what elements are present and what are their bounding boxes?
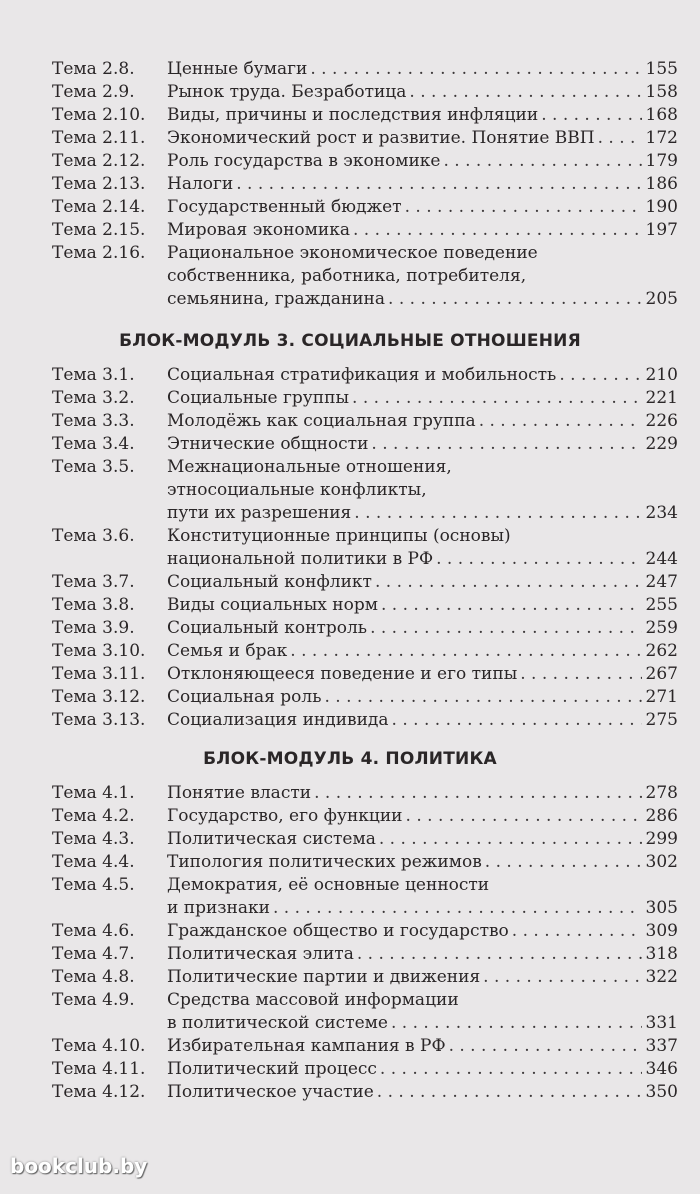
- toc-entry-number: Тема 4.11.: [52, 1059, 146, 1079]
- toc-entry-line: [167, 571, 678, 594]
- dot-leader: [389, 709, 642, 732]
- toc-entry-title: Социальный контроль: [167, 618, 368, 638]
- toc-entry-line: [167, 127, 678, 150]
- dot-leader: [367, 617, 641, 640]
- toc-entry-title: Политическая элита: [167, 944, 354, 964]
- toc-page-number: 259: [645, 618, 678, 638]
- toc-entry-title: Конституционные принципы (основы): [167, 526, 511, 546]
- toc-entry-number: Тема 4.12.: [52, 1082, 146, 1102]
- dot-leader: [233, 173, 641, 196]
- toc-entry-line: [167, 640, 678, 663]
- dot-leader: [388, 1012, 642, 1035]
- toc-page-number: 302: [645, 852, 678, 872]
- toc-entry: [52, 617, 678, 640]
- dot-leader: [378, 594, 642, 617]
- toc-entry-body: [167, 364, 678, 387]
- toc-entry-title: Молодёжь как социальная группа: [167, 411, 476, 431]
- toc-entry-line: [167, 242, 678, 265]
- toc-entry-body: [167, 571, 678, 594]
- dot-leader: [354, 943, 642, 966]
- dot-leader: [556, 364, 641, 387]
- toc-entry-line: [167, 851, 678, 874]
- dot-leader: [351, 502, 641, 525]
- toc-entry-title: Типология политических режимов: [167, 852, 482, 872]
- toc-entry-body: [167, 387, 678, 410]
- dot-leader: [350, 219, 642, 242]
- toc-page-number: 205: [645, 289, 678, 309]
- toc-entry-number: Тема 3.13.: [52, 710, 146, 730]
- toc-entry-title: Ценные бумаги: [167, 59, 308, 79]
- toc-entry: [52, 433, 678, 456]
- toc-entry-line: [167, 1012, 678, 1035]
- toc-page-number: 305: [645, 898, 678, 918]
- toc-entry-body: [167, 686, 678, 709]
- toc-entry-number: Тема 4.3.: [52, 829, 135, 849]
- toc-entry-number: Тема 2.14.: [52, 197, 146, 217]
- toc-entry-body: [167, 1058, 678, 1081]
- toc-entry-number: Тема 2.15.: [52, 220, 146, 240]
- toc-entry-title: Мировая экономика: [167, 220, 350, 240]
- toc-entry-line: [167, 663, 678, 686]
- watermark-logo: bookclub.by: [10, 1154, 148, 1178]
- dot-leader: [480, 966, 641, 989]
- toc-page-number: 331: [645, 1013, 678, 1033]
- toc-entry-body: [167, 805, 678, 828]
- toc-entry: [52, 456, 678, 525]
- toc-entry-title: Социальная роль: [167, 687, 322, 707]
- toc-entry: [52, 966, 678, 989]
- toc-entry: [52, 150, 678, 173]
- toc-entry-title: Социальный конфликт: [167, 572, 372, 592]
- toc-entry-line: [167, 686, 678, 709]
- toc-entry: [52, 410, 678, 433]
- dot-leader: [402, 196, 642, 219]
- toc-entry-body: [167, 640, 678, 663]
- toc-entry-number: Тема 3.6.: [52, 526, 135, 546]
- toc-entry-title: национальной политики в РФ: [167, 549, 434, 569]
- toc-entry-line: [167, 265, 678, 288]
- toc-entry-body: [167, 410, 678, 433]
- dot-leader: [403, 805, 642, 828]
- toc-entry-title: Рынок труда. Безработица: [167, 82, 407, 102]
- toc-entry-number: Тема 4.2.: [52, 806, 135, 826]
- toc-entry-title: Налоги: [167, 174, 234, 194]
- toc-entry-number: Тема 4.10.: [52, 1036, 146, 1056]
- toc-entry-title: Социализация индивида: [167, 710, 389, 730]
- dot-leader: [385, 288, 642, 311]
- toc-block-economy: [52, 58, 678, 311]
- toc-entry-line: [167, 364, 678, 387]
- toc-entry: [52, 782, 678, 805]
- toc-entry-title: Виды, причины и последствия инфляции: [167, 105, 539, 125]
- toc-entry-title: Семья и брак: [167, 641, 288, 661]
- toc-entry-line: [167, 1058, 678, 1081]
- toc-entry-body: [167, 617, 678, 640]
- toc-page-number: 255: [645, 595, 678, 615]
- toc-entry: [52, 81, 678, 104]
- toc-entry-body: [167, 663, 678, 686]
- toc-entry-line: [167, 387, 678, 410]
- toc-page-number: 318: [645, 944, 678, 964]
- toc-entry: [52, 196, 678, 219]
- toc-entry: [52, 594, 678, 617]
- toc-page-number: 322: [645, 967, 678, 987]
- dot-leader: [509, 920, 642, 943]
- toc-page-number: 197: [645, 220, 678, 240]
- toc-entry-body: [167, 989, 678, 1035]
- toc-entry-number: Тема 4.5.: [52, 875, 135, 895]
- dot-leader: [374, 1081, 642, 1104]
- toc-entry: [52, 640, 678, 663]
- toc-entry-number: Тема 3.10.: [52, 641, 146, 661]
- dot-leader: [377, 1058, 642, 1081]
- toc-page-number: 190: [645, 197, 678, 217]
- toc-entry: [52, 709, 678, 732]
- toc-page-number: 210: [645, 365, 678, 385]
- dot-leader: [372, 571, 642, 594]
- toc-page-number: 244: [645, 549, 678, 569]
- toc-entry-number: Тема 2.12.: [52, 151, 146, 171]
- toc-entry-number: Тема 2.11.: [52, 128, 146, 148]
- toc-page-number: 226: [645, 411, 678, 431]
- toc-entry-line: [167, 920, 678, 943]
- toc-page-number: 229: [645, 434, 678, 454]
- toc-entry-line: [167, 989, 678, 1012]
- dot-leader: [517, 663, 641, 686]
- toc-entry-line: [167, 502, 678, 525]
- toc-entry: [52, 571, 678, 594]
- toc-entry-title: Виды социальных норм: [167, 595, 378, 615]
- toc-entry-line: [167, 943, 678, 966]
- dot-leader: [270, 897, 642, 920]
- toc-entry-body: [167, 828, 678, 851]
- toc-entry-body: [167, 594, 678, 617]
- toc-entry-title: собственника, работника, потребителя,: [167, 266, 527, 286]
- toc-entry-line: [167, 709, 678, 732]
- toc-entry-title: Политическое участие: [167, 1082, 374, 1102]
- toc-entry-title: Гражданское общество и государство: [167, 921, 509, 941]
- toc-page-number: 271: [645, 687, 678, 707]
- toc-entry-line: [167, 617, 678, 640]
- toc-entry-body: [167, 1081, 678, 1104]
- toc-entry-line: [167, 828, 678, 851]
- toc-entry-title: в политической системе: [167, 1013, 388, 1033]
- toc-entry-line: [167, 433, 678, 456]
- toc-entry-number: Тема 2.9.: [52, 82, 135, 102]
- toc-entry-number: Тема 3.1.: [52, 365, 135, 385]
- toc-entry-title: Роль государства в экономике: [167, 151, 441, 171]
- toc-entry-line: [167, 288, 678, 311]
- toc-page-number: 179: [645, 151, 678, 171]
- toc-entry-body: [167, 81, 678, 104]
- toc-entry-body: [167, 150, 678, 173]
- toc-entry: [52, 686, 678, 709]
- toc-entry-title: пути их разрешения: [167, 503, 352, 523]
- toc-entry-body: [167, 219, 678, 242]
- toc-page-number: 172: [645, 128, 678, 148]
- toc-entry-line: [167, 456, 678, 479]
- toc-entry-number: Тема 3.5.: [52, 457, 135, 477]
- dot-leader: [482, 851, 642, 874]
- toc-entry-line: [167, 805, 678, 828]
- toc-entry-number: Тема 4.1.: [52, 783, 135, 803]
- toc-entry-body: [167, 456, 678, 525]
- toc-entry-line: [167, 173, 678, 196]
- toc-entry-line: [167, 897, 678, 920]
- dot-leader: [287, 640, 641, 663]
- toc-page-number: 155: [645, 59, 678, 79]
- toc-page-number: 286: [645, 806, 678, 826]
- dot-leader: [311, 782, 641, 805]
- toc-entry-body: [167, 943, 678, 966]
- toc-entry-number: Тема 4.6.: [52, 921, 135, 941]
- toc-entry-title: Межнациональные отношения,: [167, 457, 452, 477]
- toc-entry-line: [167, 81, 678, 104]
- toc-page-number: 267: [645, 664, 678, 684]
- toc-page-number: 186: [645, 174, 678, 194]
- toc-entry-title: Понятие власти: [167, 783, 312, 803]
- toc-entry-body: [167, 709, 678, 732]
- toc-page-number: 337: [645, 1036, 678, 1056]
- toc-entry: [52, 1058, 678, 1081]
- toc-entry-body: [167, 127, 678, 150]
- toc-entry: [52, 58, 678, 81]
- toc-entry-body: [167, 242, 678, 311]
- toc-entry-title: Средства массовой информации: [167, 990, 459, 1010]
- dot-leader: [433, 548, 641, 571]
- toc-entry-body: [167, 173, 678, 196]
- toc-entry-number: Тема 2.8.: [52, 59, 135, 79]
- toc-entry: [52, 242, 678, 311]
- toc-page-number: 350: [645, 1082, 678, 1102]
- toc-entry-body: [167, 920, 678, 943]
- toc-entry-body: [167, 433, 678, 456]
- toc-entry-line: [167, 150, 678, 173]
- toc-entry: [52, 943, 678, 966]
- toc-entry-line: [167, 196, 678, 219]
- toc-page-number: 275: [645, 710, 678, 730]
- dot-leader: [440, 150, 641, 173]
- toc-entry-line: [167, 1081, 678, 1104]
- toc-entry-body: [167, 196, 678, 219]
- toc-entry: [52, 1035, 678, 1058]
- toc-entry-title: Государство, его функции: [167, 806, 403, 826]
- toc-entry-title: Политическая система: [167, 829, 376, 849]
- toc-entry: [52, 1081, 678, 1104]
- dot-leader: [349, 387, 642, 410]
- toc-block-politics: [52, 782, 678, 1104]
- toc-entry: [52, 828, 678, 851]
- dot-leader: [406, 81, 641, 104]
- toc-entry-title: и признаки: [167, 898, 270, 918]
- toc-entry-number: Тема 3.7.: [52, 572, 135, 592]
- toc-entry-line: [167, 58, 678, 81]
- toc-entry-title: Политический процесс: [167, 1059, 377, 1079]
- toc-page-number: 168: [645, 105, 678, 125]
- toc-page-number: 262: [645, 641, 678, 661]
- toc-entry-title: Государственный бюджет: [167, 197, 402, 217]
- toc-entry: [52, 989, 678, 1035]
- section-heading-politics: БЛОК-МОДУЛЬ 4. ПОЛИТИКА: [203, 749, 497, 769]
- toc-entry-line: [167, 594, 678, 617]
- toc-entry-number: Тема 4.8.: [52, 967, 135, 987]
- toc-entry-number: Тема 3.2.: [52, 388, 135, 408]
- toc-entry-number: Тема 3.4.: [52, 434, 135, 454]
- toc-page-number: 278: [645, 783, 678, 803]
- toc-entry: [52, 173, 678, 196]
- section-heading-social: БЛОК-МОДУЛЬ 3. СОЦИАЛЬНЫЕ ОТНОШЕНИЯ: [119, 331, 581, 351]
- toc-entry: [52, 127, 678, 150]
- toc-entry: [52, 104, 678, 127]
- toc-entry-line: [167, 219, 678, 242]
- dot-leader: [376, 828, 642, 851]
- toc-entry-number: Тема 3.12.: [52, 687, 146, 707]
- dot-leader: [321, 686, 641, 709]
- toc-entry-number: Тема 3.8.: [52, 595, 135, 615]
- toc-page-number: 299: [645, 829, 678, 849]
- toc-entry-number: Тема 2.13.: [52, 174, 146, 194]
- dot-leader: [476, 410, 642, 433]
- toc-entry-line: [167, 104, 678, 127]
- toc-page-number: 234: [645, 503, 678, 523]
- toc-entry-line: [167, 874, 678, 897]
- toc-entry-title: Политические партии и движения: [167, 967, 481, 987]
- toc-entry-number: Тема 3.3.: [52, 411, 135, 431]
- toc-entry-title: Социальная стратификация и мобильность: [167, 365, 557, 385]
- toc-entry-line: [167, 479, 678, 502]
- toc-entry-title: Демократия, её основные ценности: [167, 875, 490, 895]
- toc-entry-title: Рациональное экономическое поведение: [167, 243, 538, 263]
- toc-entry-body: [167, 104, 678, 127]
- dot-leader: [307, 58, 641, 81]
- toc-entry-title: Избирательная кампания в РФ: [167, 1036, 446, 1056]
- toc-entry-body: [167, 851, 678, 874]
- toc-entry-line: [167, 782, 678, 805]
- toc-entry-body: [167, 525, 678, 571]
- toc-entry: [52, 851, 678, 874]
- toc-entry-title: Экономический рост и развитие. Понятие ВВП: [167, 128, 595, 148]
- toc-entry-number: Тема 2.16.: [52, 243, 146, 263]
- dot-leader: [368, 433, 641, 456]
- dot-leader: [595, 127, 642, 150]
- toc-entry-body: [167, 874, 678, 920]
- toc-page-number: 309: [645, 921, 678, 941]
- toc-entry: [52, 387, 678, 410]
- toc-entry-line: [167, 548, 678, 571]
- toc-entry-title: Отклоняющееся поведение и его типы: [167, 664, 518, 684]
- toc-entry: [52, 920, 678, 943]
- toc-entry-number: Тема 3.9.: [52, 618, 135, 638]
- toc-entry-body: [167, 1035, 678, 1058]
- toc-page-number: 221: [645, 388, 678, 408]
- toc-entry-line: [167, 410, 678, 433]
- toc-entry-number: Тема 4.4.: [52, 852, 135, 872]
- toc-entry: [52, 663, 678, 686]
- toc-entry: [52, 364, 678, 387]
- toc-page-number: 346: [645, 1059, 678, 1079]
- toc-entry-number: Тема 3.11.: [52, 664, 146, 684]
- toc-entry: [52, 805, 678, 828]
- toc-page-number: 158: [645, 82, 678, 102]
- toc-entry-number: Тема 4.7.: [52, 944, 135, 964]
- toc-entry-title: Этнические общности: [167, 434, 369, 454]
- dot-leader: [446, 1035, 642, 1058]
- toc-entry-line: [167, 525, 678, 548]
- toc-entry-title: Социальные группы: [167, 388, 350, 408]
- toc-block-social: [52, 364, 678, 732]
- toc-entry-title: этносоциальные конфликты,: [167, 480, 427, 500]
- toc-entry-title: семьянина, гражданина: [167, 289, 386, 309]
- toc-page-number: 247: [645, 572, 678, 592]
- toc-entry: [52, 525, 678, 571]
- toc-entry-number: Тема 4.9.: [52, 990, 135, 1010]
- dot-leader: [538, 104, 641, 127]
- toc-entry: [52, 874, 678, 920]
- toc-entry-number: Тема 2.10.: [52, 105, 146, 125]
- toc-entry: [52, 219, 678, 242]
- toc-entry-body: [167, 782, 678, 805]
- toc-entry-line: [167, 1035, 678, 1058]
- toc-entry-body: [167, 58, 678, 81]
- toc-entry-body: [167, 966, 678, 989]
- toc-entry-line: [167, 966, 678, 989]
